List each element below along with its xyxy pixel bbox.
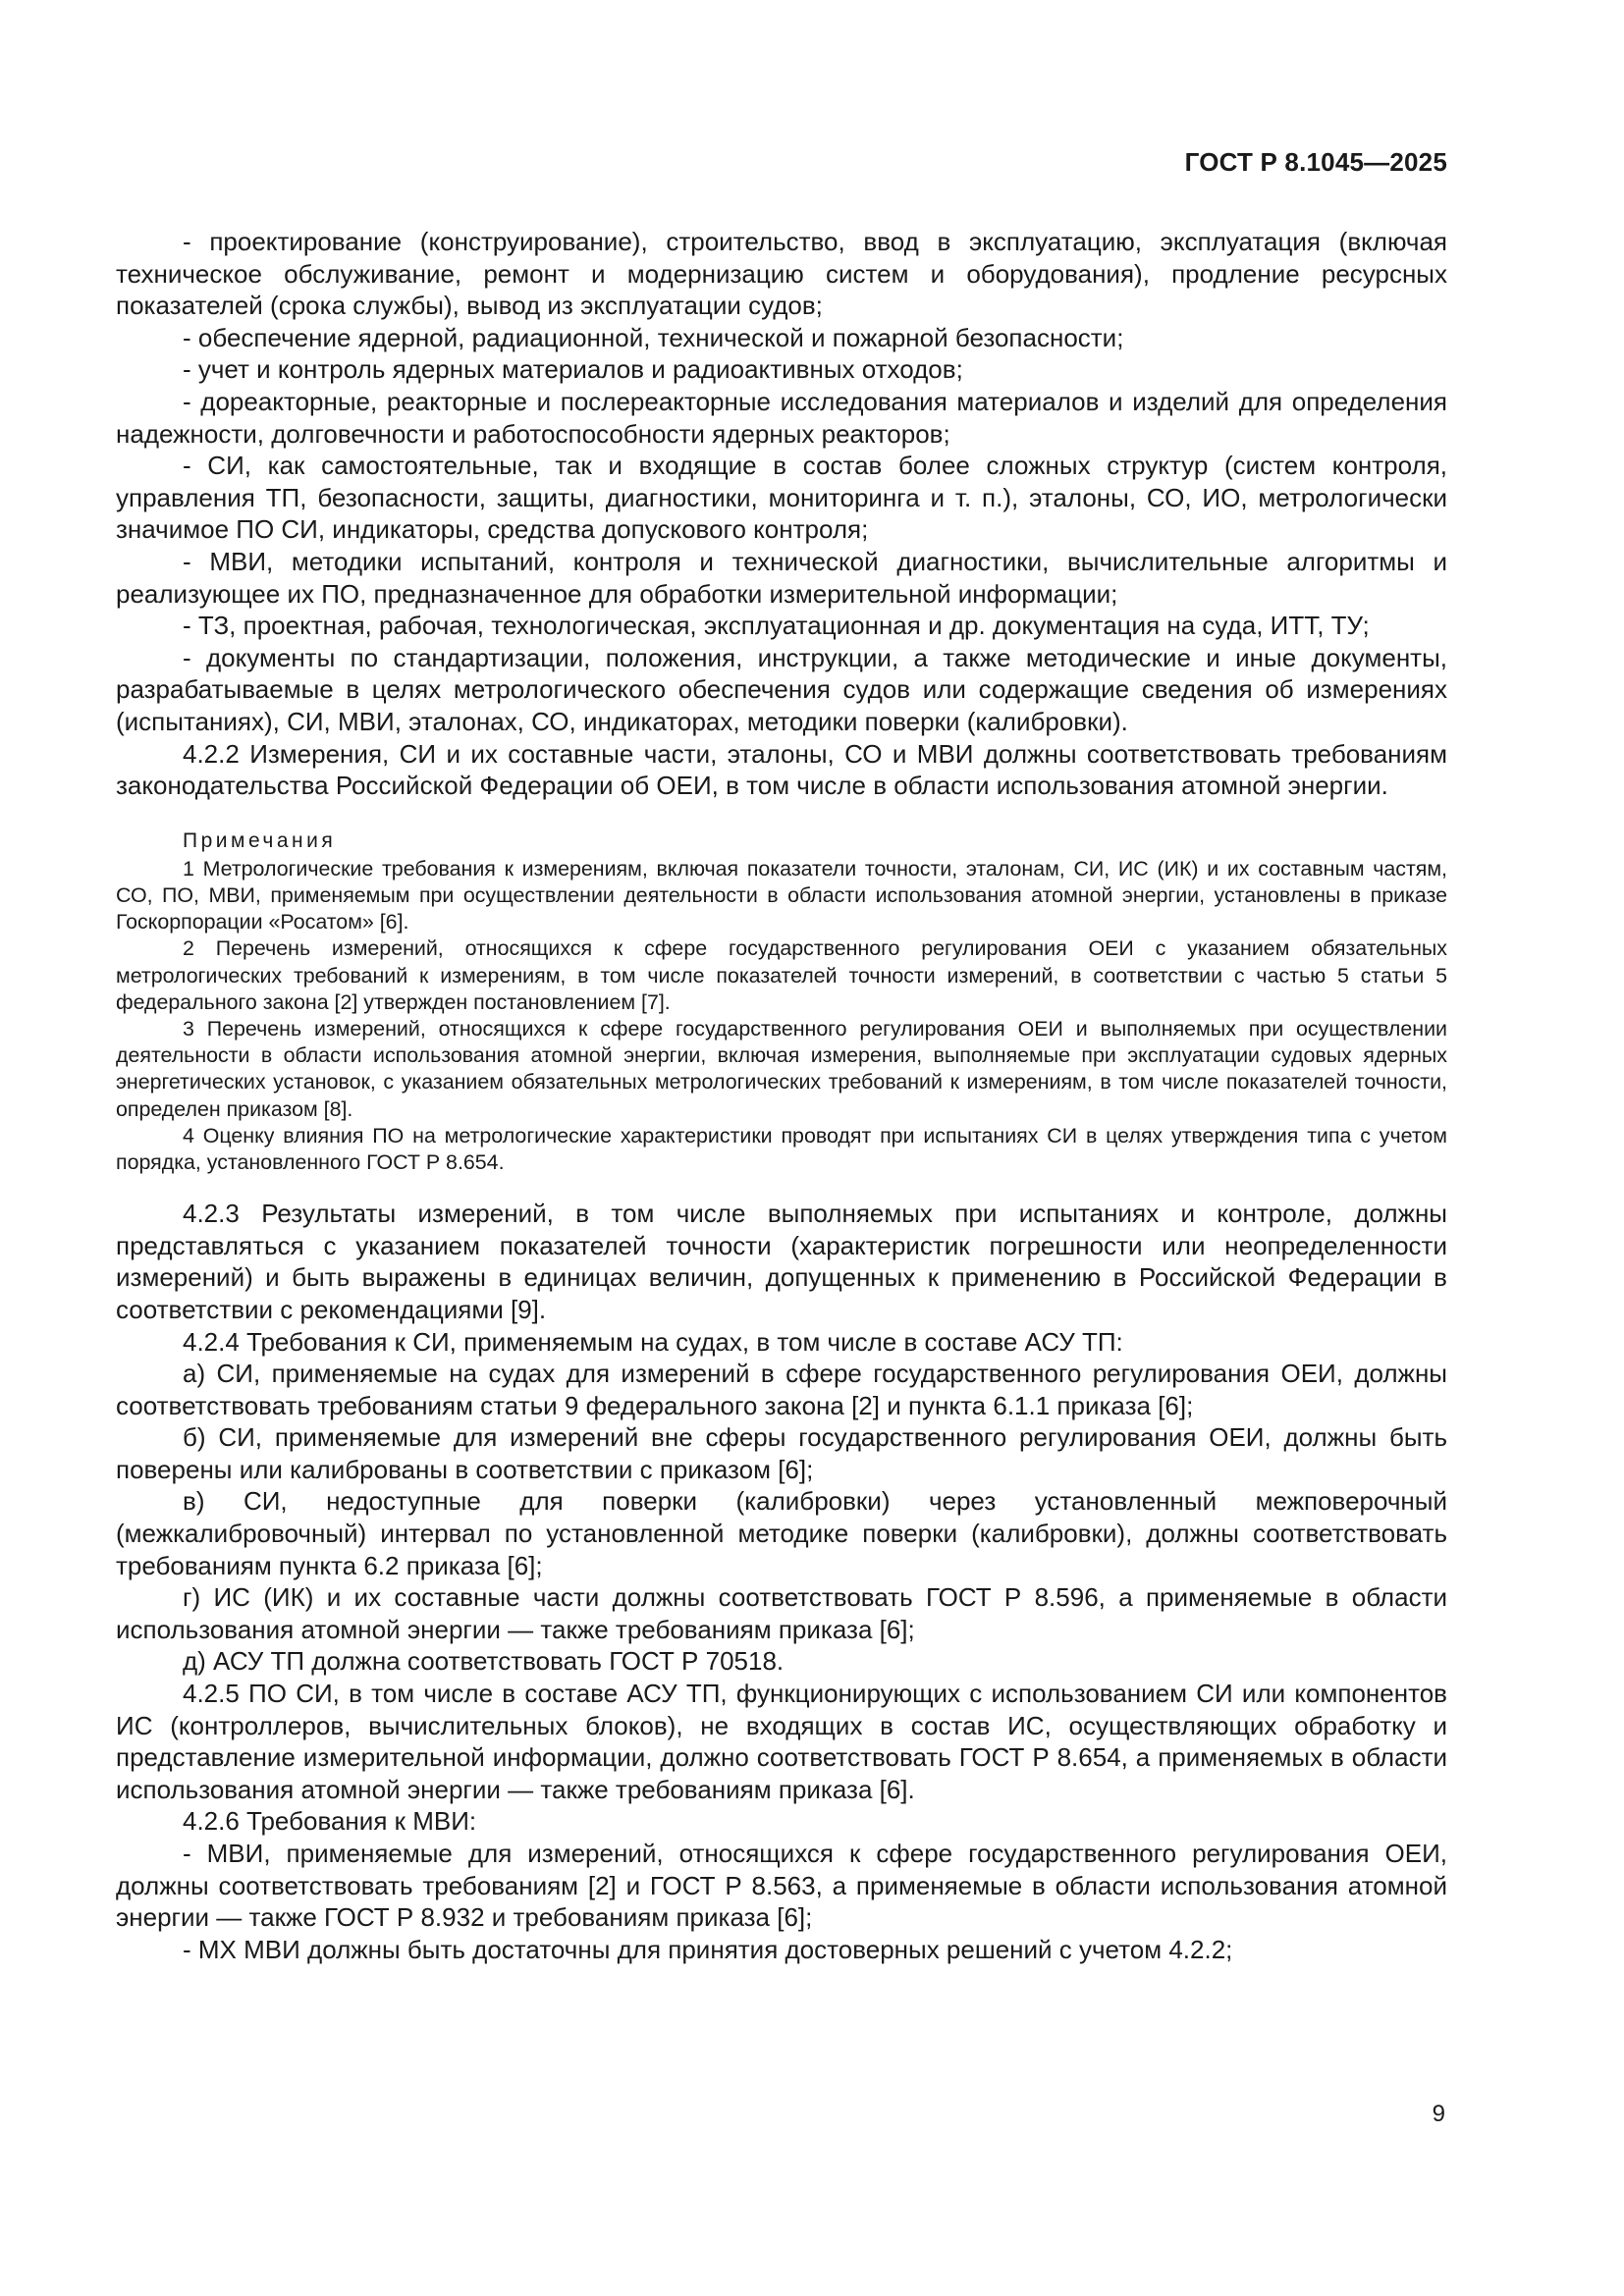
list-item: - МВИ, методики испытаний, контроля и технической диагностики, вычислительные алгоритмы и реализующее их ПО, предназначенное для обработки измерительной информации; [116, 546, 1447, 609]
list-item: - дореакторные, реакторные и послереакторные исследования материалов и изделий для определения надежности, долговечности и работоспособности ядерных реакторов; [116, 386, 1447, 449]
clause-4-2-3: 4.2.3 Результаты измерений, в том числе выполняемых при испытаниях и контроле, должны представляться с указанием показателей точности (характеристик погрешности или неопределенности измерений) и быть выражены в единицах величин, допущенных к применению в Российской Федерации в соответствии с рекомендациями [9]. [116, 1199, 1447, 1324]
list-item: - обеспечение ядерной, радиационной, технической и пожарной безопасности; [183, 322, 1124, 352]
notes-title: Примечания [183, 828, 337, 852]
note-item: 1 Метрологические требования к измерениям, включая показатели точности, эталонам, СИ, ИС (ИК) и их составным частям, СО, ПО, МВИ, применяемым при осуществлении деятельности в области использования атомной энергии, установлены в приказе Госкорпорации «Росатом» [6]. [116, 856, 1447, 934]
list-item: в) СИ, недоступные для поверки (калибровки) через установленный межповерочный (межкалибровочный) интервал по установленной методике поверки (калибровки), должны соответствовать требованиям пункта 6.2 приказа [6]; [116, 1486, 1447, 1580]
note-item: 2 Перечень измерений, относящихся к сфере государственного регулирования ОЕИ с указанием обязательных метрологических требований к измерениям, в том числе показателей точности измерений, в соответствии с частью 5 статьи 5 федерального закона [2] утвержден постановлением [7]. [116, 936, 1447, 1014]
list-item: - СИ, как самостоятельные, так и входящие в состав более сложных структур (систем контроля, управления ТП, безопасности, защиты, диагностики, мониторинга и т. п.), эталоны, СО, ИО, метрологически значимое ПО СИ, индикаторы, средства допускового контроля; [116, 451, 1447, 545]
note-item: 4 Оценку влияния ПО на метрологические характеристики проводят при испытаниях СИ в целях утверждения типа с учетом порядка, установленного ГОСТ Р 8.654. [116, 1123, 1447, 1174]
clause-4-2-2: 4.2.2 Измерения, СИ и их составные части, эталоны, СО и МВИ должны соответствовать требованиям законодательства Российской Федерации об ОЕИ, в том числе в области использования атомной энергии. [116, 738, 1447, 801]
list-item: - проектирование (конструирование), строительство, ввод в эксплуатацию, эксплуатация (включая техническое обслуживание, ремонт и модернизацию систем и оборудования), продление ресурсных показателей (срока службы), вывод из эксплуатации судов; [116, 227, 1447, 321]
notes-block [116, 828, 1447, 1176]
list-item: г) ИС (ИК) и их составные части должны соответствовать ГОСТ Р 8.596, а применяемые в области использования атомной энергии — также требованиям приказа [6]; [116, 1582, 1447, 1644]
page-body [116, 226, 1447, 1965]
list-item: - ТЗ, проектная, рабочая, технологическая, эксплуатационная и др. документация на суда, ИТТ, ТУ; [183, 611, 1370, 641]
clause-4-2-4: 4.2.4 Требования к СИ, применяемым на судах, в том числе в составе АСУ ТП: [183, 1326, 1123, 1357]
list-item: б) СИ, применяемые для измерений вне сферы государственного регулирования ОЕИ, должны быть поверены или калиброваны в соответствии с приказом [6]; [116, 1422, 1447, 1484]
clause-4-2-6: 4.2.6 Требования к МВИ: [183, 1806, 477, 1837]
list-item: - МХ МВИ должны быть достаточны для принятия достоверных решений с учетом 4.2.2; [183, 1934, 1233, 1964]
list-item: д) АСУ ТП должна соответствовать ГОСТ Р 70518. [183, 1646, 785, 1677]
note-item: 3 Перечень измерений, относящихся к сфере государственного регулирования ОЕИ и выполняемых при осуществлении деятельности в области использования атомной энергии, включая измерения, выполняемые при эксплуатации судовых ядерных энергетических установок, с указанием обязательных метрологических требований к измерениям, в том числе показателей точности, определен приказом [8]. [116, 1016, 1447, 1121]
list-item: - учет и контроль ядерных материалов и радиоактивных отходов; [183, 354, 963, 385]
page-number: 9 [1432, 2101, 1445, 2127]
document-code-header: ГОСТ Р 8.1045—2025 [1184, 147, 1447, 177]
clause-4-2-5: 4.2.5 ПО СИ, в том числе в составе АСУ ТП, функционирующих с использованием СИ или компонентов ИС (контроллеров, вычислительных блоков), не входящих в состав ИС, осуществляющих обработку и представление измерительной информации, должно соответствовать ГОСТ Р 8.654, а применяемых в области использования атомной энергии — также требованиям приказа [6]. [116, 1679, 1447, 1804]
list-item: - МВИ, применяемые для измерений, относящихся к сфере государственного регулирования ОЕИ, должны соответствовать требованиям [2] и ГОСТ Р 8.563, а применяемые в области использования атомной энергии — также ГОСТ Р 8.932 и требованиям приказа [6]; [116, 1839, 1447, 1933]
list-item: а) СИ, применяемые на судах для измерений в сфере государственного регулирования ОЕИ, должны соответствовать требованиям статьи 9 федерального закона [2] и пункта 6.1.1 приказа [6]; [116, 1359, 1447, 1420]
list-item: - документы по стандартизации, положения, инструкции, а также методические и иные документы, разрабатываемые в целях метрологического обеспечения судов или содержащие сведения об измерениях (испытаниях), СИ, МВИ, эталонах, СО, индикаторах, методики поверки (калибровки). [116, 642, 1447, 736]
